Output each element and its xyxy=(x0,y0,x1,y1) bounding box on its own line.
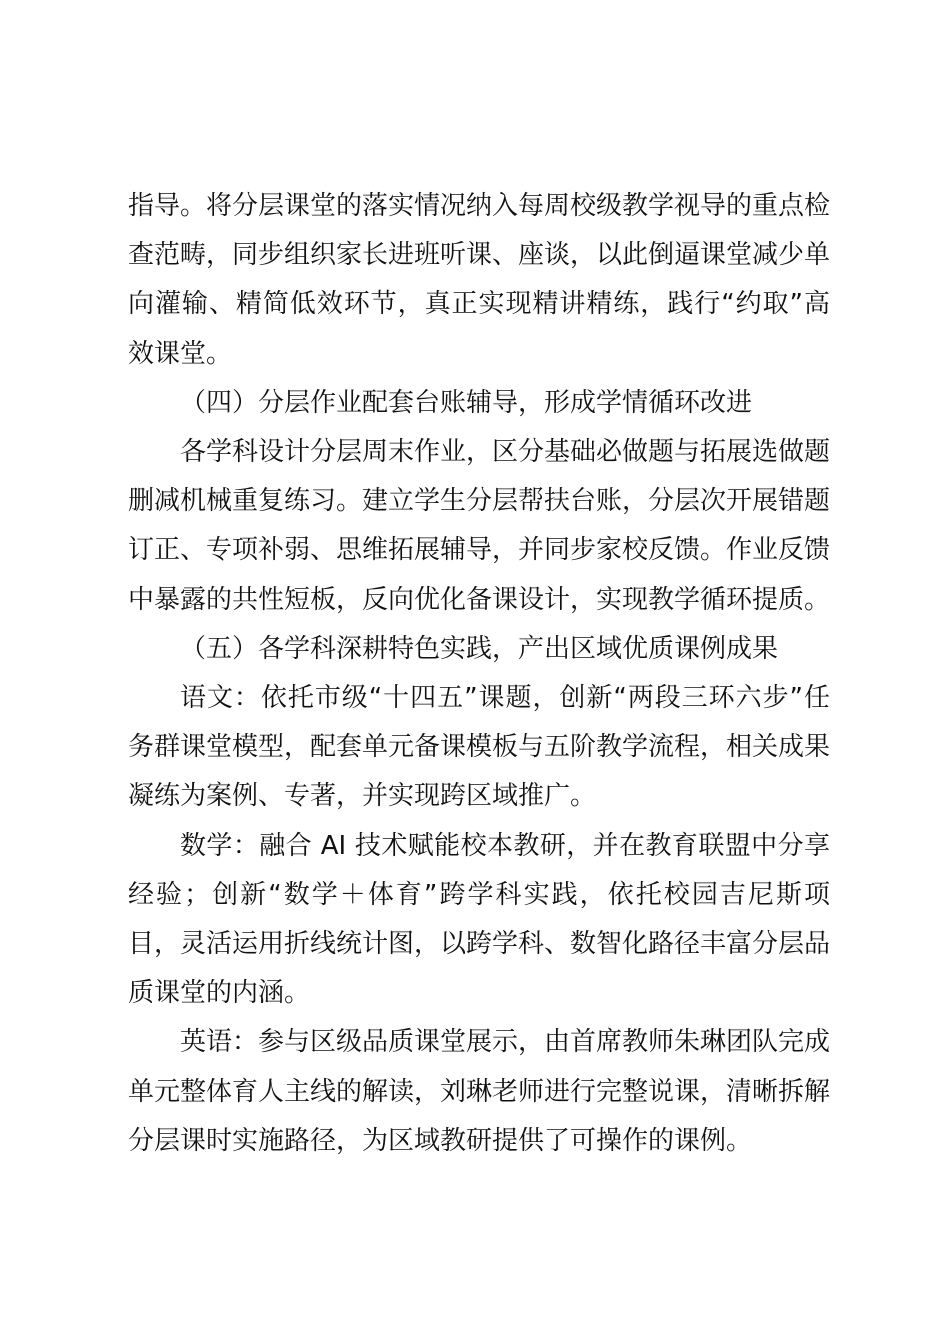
document-body xyxy=(128,182,830,1166)
section-heading-4: （四）分层作业配套台账辅导，形成学情循环改进 xyxy=(180,387,753,418)
paragraph-chinese: 语文：依托市级“十四五”课题，创新“两段三环六步”任务群课堂模型，配套单元备课模板与五阶教学流程，相关成果凝练为案例、专著，并实现跨区域推广。 xyxy=(128,683,831,812)
paragraph-math: 数学：融合 AI 技术赋能校本教研，并在教育联盟中分享经验；创新“数学＋体育”跨学科实践，依托校园吉尼斯项目，灵活运用折线统计图，以跨学科、数智化路径丰富分层品质课堂的内涵。 xyxy=(128,830,831,1009)
paragraph-layered-homework: 各学科设计分层周末作业，区分基础必做题与拓展选做题删减机械重复练习。建立学生分层帮扶台账，分层次开展错题订正、专项补弱、思维拓展辅导，并同步家校反馈。作业反馈中暴露的共性短板，反向优化备课设计，实现教学循环提质。 xyxy=(128,437,831,615)
section-heading-5: （五）各学科深耕特色实践，产出区域优质课例成果 xyxy=(180,633,779,664)
paragraph-english: 英语：参与区级品质课堂展示，由首席教师朱琳团队完成单元整体育人主线的解读，刘琳老师进行完整说课，清晰拆解分层课时实施路径，为区域教研提供了可操作的课例。 xyxy=(128,1027,831,1156)
paragraph-continuation: 指导。将分层课堂的落实情况纳入每周校级教学视导的重点检查范畴，同步组织家长进班听课、座谈，以此倒逼课堂减少单向灌输、精简低效环节，真正实现精讲精练，践行“约取”高效课堂。 xyxy=(128,191,831,369)
